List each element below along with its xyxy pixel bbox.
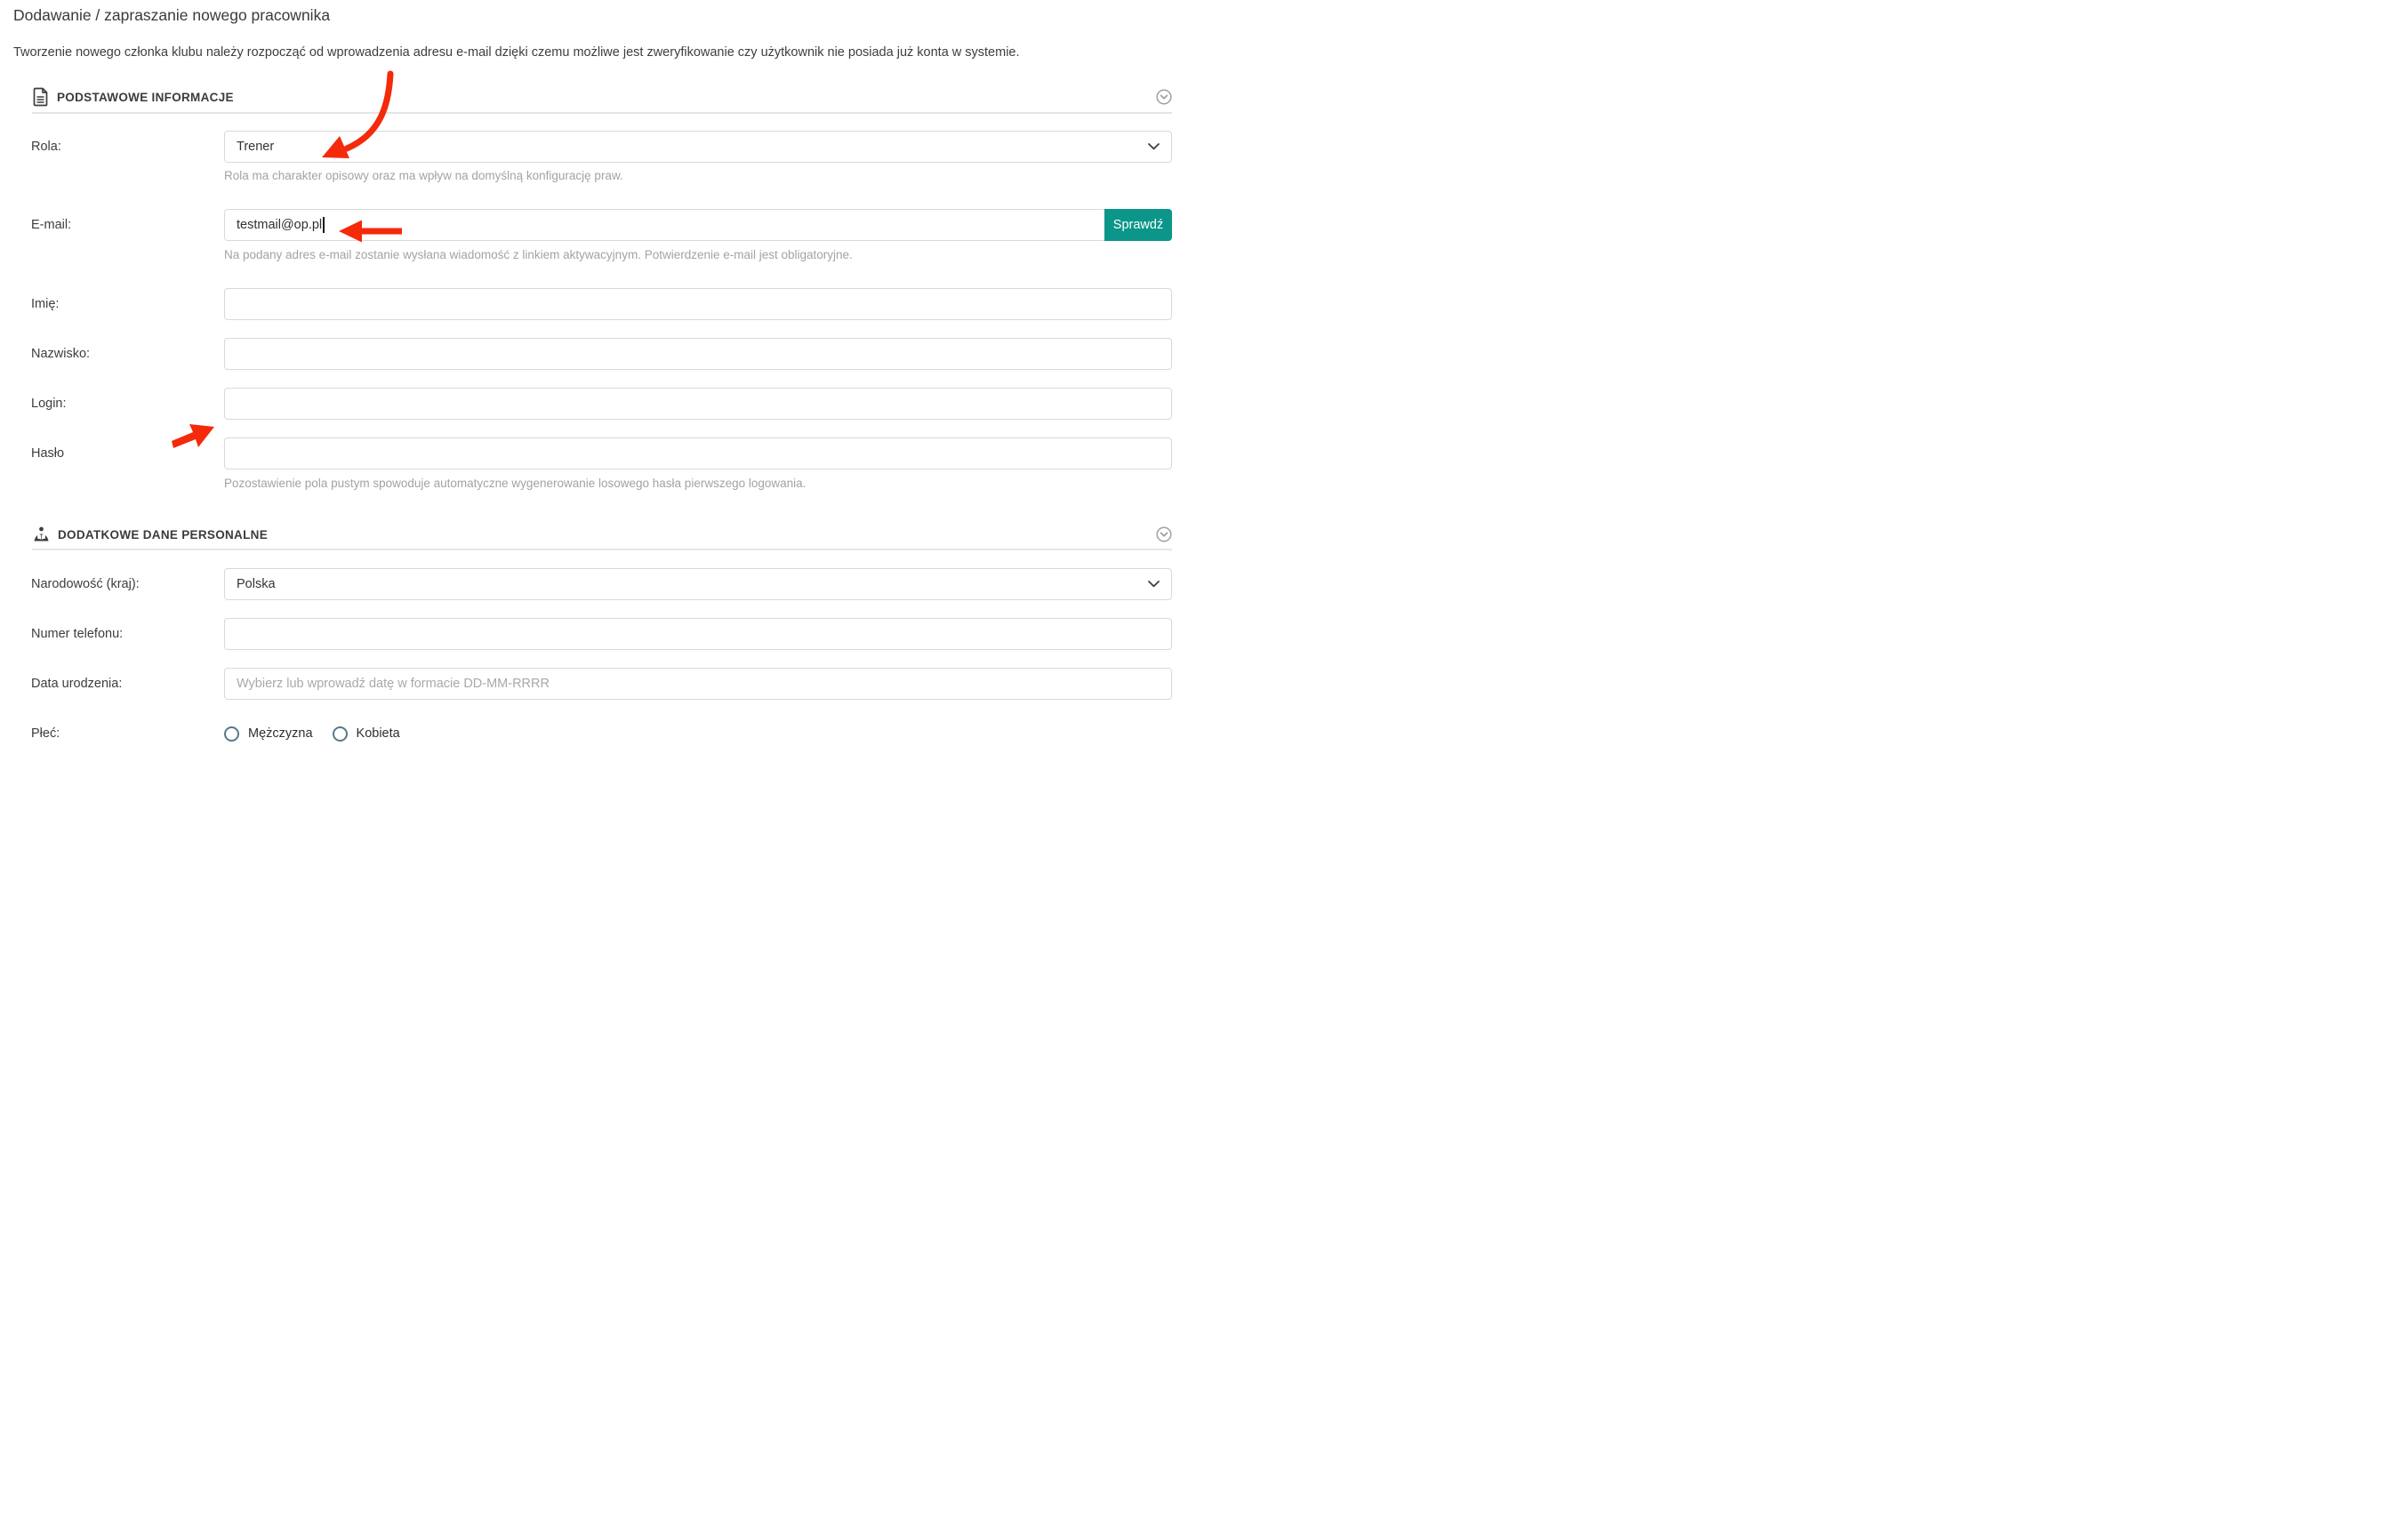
gender-field-row — [31, 722, 1172, 745]
nationality-field-row — [31, 568, 1172, 600]
chevron-down-circle-icon — [1156, 526, 1172, 542]
gender-male-label: Mężczyzna — [248, 726, 313, 741]
email-label: E-mail: — [31, 218, 72, 232]
first-name-field-row — [31, 288, 1172, 320]
login-field-row — [31, 388, 1172, 420]
phone-field-row — [31, 618, 1172, 650]
email-value: testmail@op.pl — [237, 218, 323, 232]
last-name-input[interactable] — [224, 338, 1172, 370]
password-label: Hasło — [31, 446, 65, 461]
gender-option-male[interactable] — [224, 726, 313, 742]
section-divider — [32, 549, 1172, 550]
birth-date-label: Data urodzenia: — [31, 677, 123, 691]
phone-label: Numer telefonu: — [31, 627, 124, 641]
radio-icon — [224, 726, 239, 742]
nationality-selected-value: Polska — [237, 577, 276, 591]
last-name-label: Nazwisko: — [31, 347, 91, 361]
document-icon — [32, 87, 50, 107]
role-select[interactable] — [224, 131, 1172, 163]
gender-option-female[interactable] — [333, 726, 400, 742]
section-basic-info-header — [32, 85, 1142, 108]
birth-date-field-row — [31, 668, 1172, 700]
radio-icon — [333, 726, 348, 742]
role-label: Rola: — [31, 140, 61, 154]
chevron-down-circle-icon — [1156, 89, 1172, 105]
role-selected-value: Trener — [237, 140, 275, 154]
password-help-text: Pozostawienie pola pustym spowoduje automatyczne wygenerowanie losowego hasła pierwszego logowania. — [224, 477, 807, 490]
intro-text: Tworzenie nowego członka klubu należy rozpocząć od wprowadzenia adresu e-mail dzięki czemu możliwe jest zweryfikowanie czy użytkownik nie posiada już konta w systemie. — [13, 45, 1020, 60]
add-employee-page — [0, 0, 1204, 762]
section-personal-data-header — [32, 523, 1142, 546]
nationality-select[interactable] — [224, 568, 1172, 600]
text-caret — [323, 217, 325, 233]
gender-label: Płeć: — [31, 726, 60, 741]
role-help-text: Rola ma charakter opisowy oraz ma wpływ na domyślną konfigurację praw. — [224, 169, 623, 182]
birth-date-input[interactable] — [224, 668, 1172, 700]
nationality-label: Narodowość (kraj): — [31, 577, 140, 591]
person-reading-icon — [32, 525, 51, 544]
login-label: Login: — [31, 397, 67, 411]
email-help-text: Na podany adres e-mail zostanie wysłana wiadomość z linkiem aktywacyjnym. Potwierdzenie e-mail jest obligatoryjne. — [224, 248, 853, 261]
login-input[interactable] — [224, 388, 1172, 420]
gender-female-label: Kobieta — [356, 726, 400, 741]
email-field-row — [31, 209, 1172, 241]
email-input[interactable] — [224, 209, 1104, 241]
section-personal-data-title: DODATKOWE DANE PERSONALNE — [58, 527, 269, 541]
first-name-label: Imię: — [31, 297, 60, 311]
section-divider — [32, 112, 1172, 114]
check-email-button[interactable]: Sprawdź — [1104, 209, 1172, 241]
phone-input[interactable] — [224, 618, 1172, 650]
password-field-row — [31, 437, 1172, 469]
last-name-field-row — [31, 338, 1172, 370]
first-name-input[interactable] — [224, 288, 1172, 320]
page-title: Dodawanie / zapraszanie nowego pracownika — [13, 6, 331, 24]
role-field-row — [31, 131, 1172, 163]
section-basic-collapse-button[interactable] — [1156, 89, 1172, 105]
section-personal-collapse-button[interactable] — [1156, 526, 1172, 542]
chevron-down-icon — [1148, 143, 1160, 150]
section-basic-info-title: PODSTAWOWE INFORMACJE — [57, 90, 234, 104]
password-input[interactable] — [224, 437, 1172, 469]
chevron-down-icon — [1148, 581, 1160, 588]
